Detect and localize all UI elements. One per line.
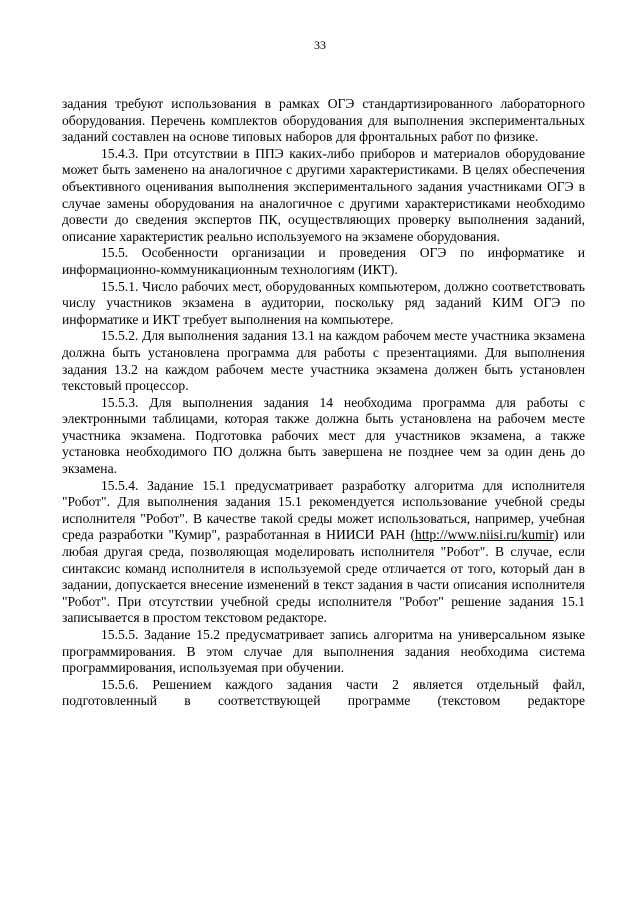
paragraph-15-5-4-text-after: ) или любая другая среда, позволяющая моделировать исполнителя "Робот". В случае, если синтаксис команд исполнителя в используемой среде отличается от того, который дан в задании, допускается внесение изменений в текст задания в части описания исполнителя "Робот". При отсутствии учебной среды исполнителя "Робот" решение задания 15.1 записывается в простом текстовом редакторе. <box>62 527 585 626</box>
paragraph-15-5: 15.5. Особенности организации и проведения ОГЭ по информатике и информационно-коммуникационным технологиям (ИКТ). <box>62 245 585 277</box>
page-number: 33 <box>314 38 326 52</box>
paragraph-15-5-2: 15.5.2. Для выполнения задания 13.1 на каждом рабочем месте участника экзамена должна быть установлена программа для работы с презентациями. Для выполнения задания 13.2 на каждом рабочем месте участника экзамена должен быть установлен текстовый процессор. <box>62 328 585 394</box>
document-body <box>62 96 585 710</box>
paragraph-15-5-4 <box>62 478 585 627</box>
paragraph-15-5-6: 15.5.6. Решением каждого задания части 2 является отдельный файл, подготовленный в соответствующей программе (текстовом редакторе <box>62 676 585 709</box>
paragraph-15-5-3: 15.5.3. Для выполнения задания 14 необходима программа для работы с электронными таблицами, которая также должна быть установлена на рабочем месте участника экзамена. Подготовка рабочих мест для участников экзамена, а также установка необходимого ПО должна быть завершена не позднее чем за один день до экзамена. <box>62 394 585 477</box>
paragraph-15-4-3: 15.4.3. При отсутствии в ППЭ каких-либо приборов и материалов оборудование может быть заменено на аналогичное с другими характеристиками. В целях обеспечения объективного оценивания выполнения экспериментального задания участниками ОГЭ в случае замены оборудования на аналогичное с другими характеристиками необходимо довести до сведения экспертов ПК, осуществляющих проверку выполнения заданий, описание характеристик реально используемого на экзамене оборудования. <box>62 145 585 244</box>
paragraph-15-5-4-text-before: 15.5.4. Задание 15.1 предусматривает разработку алгоритма для исполнителя "Робот". Для выполнения задания 15.1 рекомендуется использование учебной среды исполнителя "Робот". В качестве такой среды может использоваться, например, учебная среда разработки "Кумир", разработанная в НИИСИ РАН ( <box>62 477 585 543</box>
paragraph-15-5-5: 15.5.5. Задание 15.2 предусматривает запись алгоритма на универсальном языке программирования. В этом случае для выполнения задания необходима система программирования, используемая при обучении. <box>62 627 585 676</box>
paragraph-15-5-1: 15.5.1. Число рабочих мест, оборудованных компьютером, должно соответствовать числу участников экзамена в аудитории, поскольку ряд заданий КИМ ОГЭ по информатике и ИКТ требует выполнения на компьютере. <box>62 278 585 327</box>
kumir-link[interactable]: http://www.niisi.ru/kumir <box>415 527 554 543</box>
paragraph-continuation: задания требуют использования в рамках ОГЭ стандартизированного лабораторного оборудования. Перечень комплектов оборудования для выполнения экспериментальных заданий составлен на основе типовых наборов для фронтальных работ по физике. <box>62 96 585 145</box>
